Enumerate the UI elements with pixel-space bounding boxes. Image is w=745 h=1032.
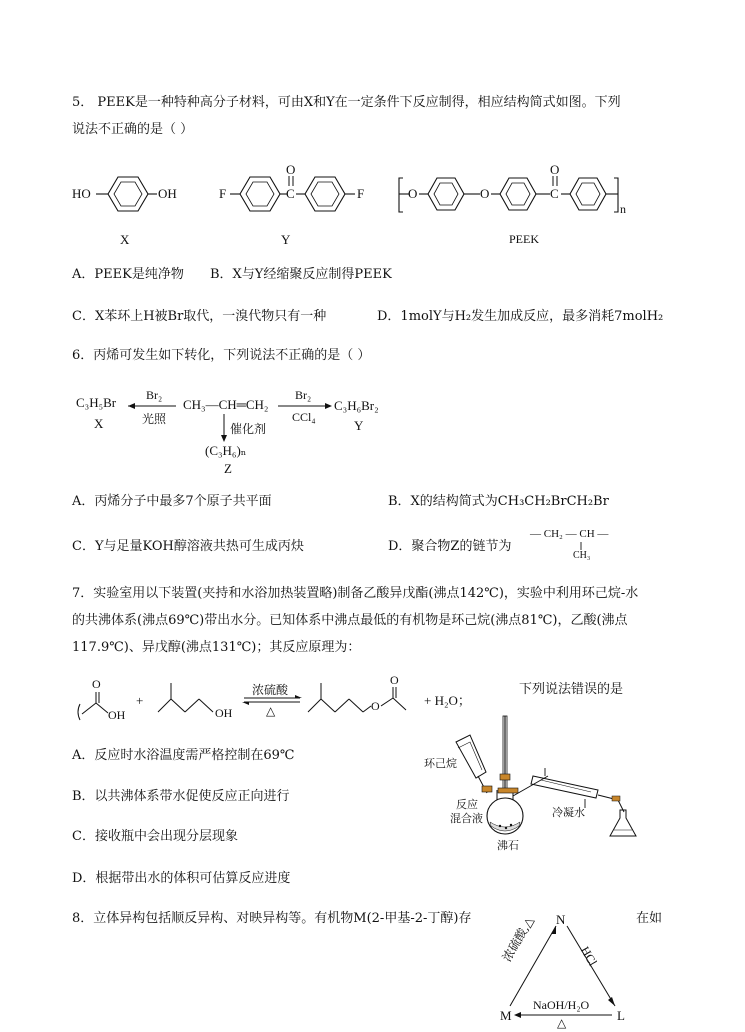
- q6-x-label: X: [94, 416, 104, 431]
- q6-catalyst: 催化剂: [230, 422, 267, 436]
- peek-o-2: O: [480, 186, 490, 201]
- q6-br2-left: Br₂: [146, 388, 163, 402]
- q8-bottom-edge-label-bottom: △: [557, 1016, 567, 1030]
- q7-line2: 的共沸体系(沸点69℃)带出水分。已知体系中沸点最低的有机物是环己烷(沸点81℃)，乙酸(沸点: [72, 613, 628, 628]
- x-ho-label: HO: [72, 186, 91, 201]
- y-c: C: [286, 186, 295, 201]
- q8-node-n: N: [556, 912, 566, 927]
- q7-ester-o-top: O: [390, 673, 399, 687]
- peek-n-subscript: n: [620, 202, 626, 216]
- app-boiling-stone-label: 沸石: [497, 840, 519, 852]
- q7-condition-bottom: △: [266, 704, 276, 718]
- q8-right-edge-label: HCl: [577, 944, 601, 969]
- q6-option-b: B．X的结构简式为CH₃CH₂BrCH₂Br: [388, 494, 609, 509]
- q5-option-a: A．PEEK是纯净物: [72, 267, 184, 282]
- q7-wrong-prompt: 下列说法错误的是: [519, 682, 624, 697]
- q7-plus: +: [136, 693, 144, 708]
- q6-y-label: Y: [354, 418, 364, 433]
- q7-alcohol-oh: OH: [215, 706, 233, 720]
- q7-option-b: B．以共沸体系带水促使反应正向进行: [72, 789, 290, 804]
- q7-line3: 117.9℃)、异戊醇(沸点131℃)；其反应原理为：: [72, 640, 361, 655]
- q8-bottom-edge-label-top: NaOH/H₂O: [533, 998, 590, 1012]
- q7-acid-oh: OH: [108, 708, 126, 722]
- q5-stem-line1: 5． PEEK是一种特种高分子材料，可由X和Y在一定条件下反应制得，相应结构简式如图。下列: [72, 95, 621, 110]
- q7-option-c: C．接收瓶中会出现分层现象: [72, 829, 238, 844]
- y-o-top: O: [286, 162, 296, 177]
- q7-condition-top: 浓硫酸: [252, 683, 289, 697]
- q6-ccl4: CCl₄: [292, 410, 316, 424]
- q5-option-b: B．X与Y经缩聚反应制得PEEK: [210, 267, 392, 282]
- label-x: X: [120, 232, 130, 247]
- q6-z-label: Z: [224, 461, 232, 476]
- label-y: Y: [281, 232, 291, 247]
- label-peek: PEEK: [509, 232, 539, 246]
- app-mixture-label-2: 混合液: [450, 813, 483, 825]
- app-mixture-label-1: 反应: [456, 799, 478, 811]
- x-oh-label: OH: [158, 186, 177, 201]
- q6-option-d-ch3: CH₃: [573, 550, 591, 561]
- q6-stem: 6．丙烯可发生如下转化，下列说法不正确的是（ ）: [72, 348, 371, 363]
- q8-stem: 8．立体异构包括顺反异构、对映异构等。有机物M(2-甲基-2-丁醇)存: [72, 911, 472, 926]
- q7-ester-o: O: [371, 699, 380, 713]
- q6-light: 光照: [142, 412, 167, 426]
- app-cooling-water-label: 冷凝水: [552, 807, 585, 819]
- peek-o-1: O: [408, 186, 418, 201]
- q6-y-formula: C₃H₆Br₂: [334, 398, 379, 413]
- q6-option-d-chain: — CH₂ — CH —: [530, 528, 609, 540]
- q8-node-m: M: [500, 1008, 512, 1023]
- q7-product-tail: + H₂O；: [424, 693, 471, 708]
- q5-option-c: C．X苯环上H被Br取代，一溴代物只有一种: [72, 309, 327, 324]
- peek-o-top: O: [550, 162, 560, 177]
- app-cyclohexane-label: 环己烷: [424, 758, 457, 770]
- q6-option-c: C．Y与足量KOH醇溶液共热可生成丙炔: [72, 539, 304, 554]
- q8-left-edge-label: 浓硫酸,△: [499, 914, 537, 964]
- q8-stem-tail: 在如: [636, 911, 663, 926]
- q7-line1: 7．实验室用以下装置(夹持和水浴加热装置略)制备乙酸异戊酯(沸点142℃)，实验中利用环己烷-水: [72, 586, 639, 601]
- q7-acid-o: O: [92, 677, 101, 691]
- q6-option-a: A．丙烯分子中最多7个原子共平面: [72, 494, 272, 509]
- y-f-right: F: [357, 186, 365, 201]
- q6-br2-right: Br₂: [295, 388, 312, 402]
- q6-z-formula: (C₃H₆)ₙ: [205, 443, 247, 458]
- q8-node-l: L: [617, 1008, 625, 1023]
- q6-option-d: D．聚合物Z的链节为: [388, 539, 512, 554]
- peek-c: C: [550, 186, 559, 201]
- q6-x-formula: C₃H₅Br: [76, 395, 117, 410]
- q7-option-a: A．反应时水浴温度需严格控制在69℃: [72, 748, 295, 763]
- q5-stem-line2: 说法不正确的是（ ）: [72, 122, 194, 137]
- q6-propene: CH₃—CH═CH₂: [183, 397, 269, 412]
- q5-option-d: D．1molY与H₂发生加成反应，最多消耗7molH₂: [377, 309, 664, 324]
- y-f-left: F: [219, 186, 227, 201]
- q7-option-d: D．根据带出水的体积可估算反应进度: [72, 871, 291, 886]
